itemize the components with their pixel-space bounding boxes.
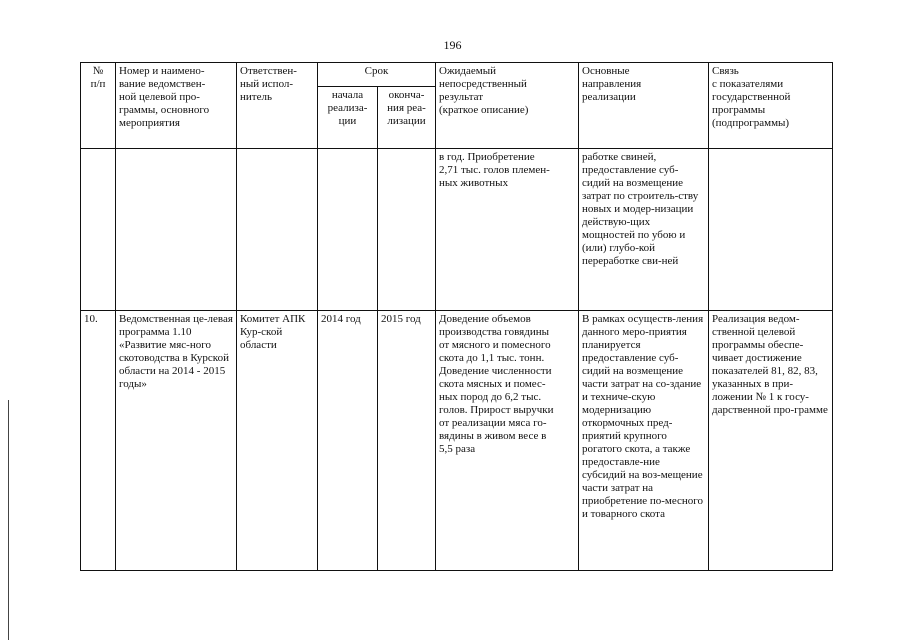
- table-row-10: [81, 311, 833, 571]
- cell-empty: [709, 149, 833, 311]
- cell-empty: [237, 149, 318, 311]
- header-period: Срок: [318, 63, 436, 87]
- header-directions: Основные направления реализации: [579, 63, 709, 149]
- continuation-directions: работке свиней, предоставление суб-сидий на возмещение затрат по строитель-ству новых и модер-низации действую-щих мощностей по убою и (или) глубо-кой переработке сви-ней: [579, 149, 709, 311]
- continuation-row: [81, 149, 833, 311]
- row-10-executor: Комитет АПК Кур-ской области: [237, 311, 318, 571]
- program-table: [80, 62, 833, 571]
- header-start: начала реализа- ции: [318, 87, 378, 149]
- row-10-link: Реализация ведом-ственной целевой программы обеспе-чивает достижение показателей 81, 82, 83, указанных в при-ложении № 1 к госу-дарственной про-грамме: [709, 311, 833, 571]
- row-10-directions: В рамках осуществ-ления данного меро-приятия планируется предоставление суб-сидий на возмещение части затрат на со-здание и техниче-скую модернизацию откормочных пред-приятий крупного рогатого скота, а также предоставле-ние субсидий на воз-мещение части затрат на приобретение по-месного и товарного скота: [579, 311, 709, 571]
- cell-empty: [116, 149, 237, 311]
- header-link: Связь с показателями государственной программы (подпрограммы): [709, 63, 833, 149]
- scan-edge-line: [8, 400, 9, 640]
- row-10-num: 10.: [81, 311, 116, 571]
- cell-empty: [81, 149, 116, 311]
- header-end: оконча- ния реа- лизации: [378, 87, 436, 149]
- row-10-start: 2014 год: [318, 311, 378, 571]
- header-result: Ожидаемый непосредственный результат (краткое описание): [436, 63, 579, 149]
- continuation-result: в год. Приобретение 2,71 тыс. голов племен- ных животных: [436, 149, 579, 311]
- cell-empty: [378, 149, 436, 311]
- page-number: 196: [443, 38, 462, 52]
- row-10-name: Ведомственная це-левая программа 1.10 «Развитие мяс-ного скотоводства в Курской области на 2014 - 2015 годы»: [116, 311, 237, 571]
- header-name: Номер и наимено- вание ведомствен- ной целевой про- граммы, основного мероприятия: [116, 63, 237, 149]
- cell-empty: [318, 149, 378, 311]
- row-10-end: 2015 год: [378, 311, 436, 571]
- header-num: № п/п: [81, 63, 116, 149]
- row-10-result: Доведение объемов производства говядины от мясного и помесного скота до 1,1 тыс. тонн. Доведение численности скота мясных и помес- ных пород до 6,2 тыс. голов. Прирост выручки от реализации мяса го- вядины в живом весе в 5,5 раза: [436, 311, 579, 571]
- header-row-1: [81, 63, 833, 87]
- header-executor: Ответствен- ный испол- нитель: [237, 63, 318, 149]
